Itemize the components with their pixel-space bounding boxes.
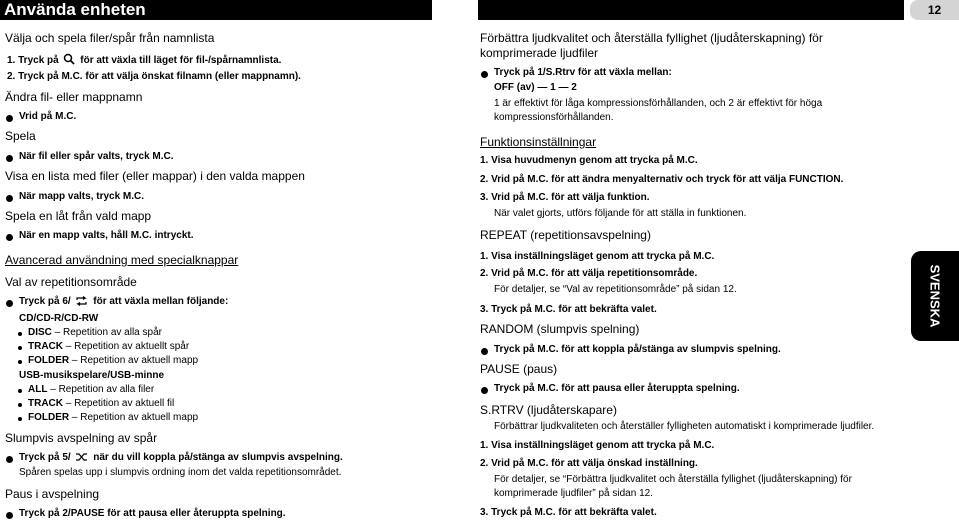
usb-item-all xyxy=(28,384,154,395)
functions-step-1: 1. Visa huvudmenyn genom att trycka på M.C. xyxy=(480,155,698,166)
usb-label: USB-musikspelare/USB-minne xyxy=(19,370,165,381)
section-title-file-list: Välja och spela filer/spår från namnlista xyxy=(5,31,215,45)
page-header-bar-right xyxy=(478,0,904,20)
repeat-range-text-2: för att växla mellan följande: xyxy=(93,296,229,307)
usb-item-key: TRACK xyxy=(28,398,63,409)
page-header-bar xyxy=(0,0,432,20)
functions-step-3: 3. Vrid på M.C. för att välja funktion. xyxy=(480,192,650,203)
usb-item-desc: – Repetition av aktuell mapp xyxy=(69,412,199,423)
srtrv-step-3: 3. Tryck på M.C. för att bekräfta valet. xyxy=(480,507,657,518)
section-title-repeat-range: Val av repetitionsområde xyxy=(5,275,137,289)
srtrv-note-1: För detaljer, se “Förbättra ljudkvalitet och återställa fyllighet (ljudåterskapning) för xyxy=(494,474,852,485)
sound-retriever-bullet: Tryck på 1/S.Rtrv för att växla mellan: xyxy=(494,67,672,78)
file-list-step-1 xyxy=(7,53,281,66)
cd-item-desc: – Repetition av alla spår xyxy=(51,327,162,338)
section-title-random: RANDOM (slumpvis spelning) xyxy=(480,322,640,336)
section-title-srtrv: S.RTRV (ljudåterskapare) xyxy=(480,403,617,417)
repeat-step-2: 2. Vrid på M.C. för att välja repetitionsområde. xyxy=(480,268,698,279)
show-list-bullet: När mapp valts, tryck M.C. xyxy=(19,191,145,202)
section-title-change-name: Ändra fil- eller mappnamn xyxy=(5,90,143,104)
repeat-range-bullet xyxy=(19,296,228,307)
file-list-step-2: 2. Tryck på M.C. för att välja önskat filnamn (eller mappnamn). xyxy=(7,71,301,82)
usb-item-key: FOLDER xyxy=(28,412,70,423)
usb-item-desc: – Repetition av alla filer xyxy=(47,384,155,395)
section-title-play-folder: Spela en låt från vald mapp xyxy=(5,209,152,223)
section-title-pause-right: PAUSE (paus) xyxy=(480,362,558,376)
pause-bullet: Tryck på 2/PAUSE för att pausa eller återuppta spelning. xyxy=(19,508,286,519)
cd-item-track xyxy=(28,341,189,352)
section-title-pause: Paus i avspelning xyxy=(5,487,100,501)
repeat-step-3: 3. Tryck på M.C. för att bekräfta valet. xyxy=(480,304,657,315)
file-list-step-1-text-2: för att växla till läget för fil-/spårnamnlista. xyxy=(80,55,282,66)
random-bullet: Tryck på M.C. för att koppla på/stänga av slumpvis spelning. xyxy=(494,344,781,355)
srtrv-note-2: komprimerade ljudfiler” på sidan 12. xyxy=(494,488,653,499)
shuffle-text-2: när du vill koppla på/stänga av slumpvis avspelning. xyxy=(93,452,343,463)
section-title-shuffle: Slumpvis avspelning av spår xyxy=(5,431,158,445)
section-title-repeat: REPEAT (repetitionsavspelning) xyxy=(480,228,651,242)
cd-item-desc: – Repetition av aktuellt spår xyxy=(63,341,190,352)
pause-right-bullet: Tryck på M.C. för att pausa eller återuppta spelning. xyxy=(494,383,740,394)
page-title: Använda enheten xyxy=(4,0,146,19)
usb-item-folder xyxy=(28,412,198,423)
cd-item-key: FOLDER xyxy=(28,355,70,366)
shuffle-bullet xyxy=(19,452,343,463)
usb-item-track xyxy=(28,398,174,409)
repeat-icon xyxy=(75,296,88,306)
repeat-step-1: 1. Visa inställningsläget genom att trycka på M.C. xyxy=(480,251,715,262)
srtrv-desc: Förbättrar ljudkvaliteten och återställer fylligheten automatiskt i komprimerade ljudfiler. xyxy=(494,421,875,432)
functions-step-2: 2. Vrid på M.C. för att ändra menyalternativ och tryck för att välja FUNCTION. xyxy=(480,174,844,185)
section-title-advanced: Avancerad användning med specialknappar xyxy=(5,253,239,267)
change-name-bullet: Vrid på M.C. xyxy=(19,111,77,122)
shuffle-icon xyxy=(75,452,88,462)
usb-item-desc: – Repetition av aktuell fil xyxy=(63,398,175,409)
repeat-range-text: Tryck på 6/ xyxy=(19,296,71,307)
page-number: 12 xyxy=(910,0,959,20)
language-tab xyxy=(911,251,959,341)
search-icon xyxy=(63,53,75,65)
section-title-sound-retriever-2: komprimerade ljudfiler xyxy=(480,46,599,60)
play-bullet: När fil eller spår valts, tryck M.C. xyxy=(19,151,174,162)
shuffle-text: Tryck på 5/ xyxy=(19,452,71,463)
cd-label: CD/CD-R/CD-RW xyxy=(19,313,99,324)
sound-retriever-values: OFF (av) — 1 — 2 xyxy=(494,82,577,93)
language-tab-label: SVENSKA xyxy=(927,264,943,328)
srtrv-step-1: 1. Visa inställningsläget genom att trycka på M.C. xyxy=(480,440,715,451)
srtrv-step-2: 2. Vrid på M.C. för att välja önskad inställning. xyxy=(480,458,698,469)
section-title-show-list: Visa en lista med filer (eller mappar) i den valda mappen xyxy=(5,169,305,183)
sound-retriever-desc-1: 1 är effektivt för låga kompressionsförhållanden, och 2 är effektivt för höga xyxy=(494,98,823,109)
cd-item-key: DISC xyxy=(28,327,52,338)
section-title-functions: Funktionsinställningar xyxy=(480,135,597,149)
sound-retriever-desc-2: kompressionsförhållanden. xyxy=(494,112,614,123)
cd-item-desc: – Repetition av aktuell mapp xyxy=(69,355,199,366)
cd-item-key: TRACK xyxy=(28,341,63,352)
usb-item-key: ALL xyxy=(28,384,48,395)
cd-item-disc xyxy=(28,327,162,338)
cd-item-folder xyxy=(28,355,198,366)
section-title-sound-retriever-1: Förbättra ljudkvalitet och återställa fyllighet (ljudåterskapning) för xyxy=(480,31,823,45)
play-folder-bullet: När en mapp valts, håll M.C. intryckt. xyxy=(19,230,194,241)
section-title-play: Spela xyxy=(5,129,36,143)
repeat-note: För detaljer, se “Val av repetitionsområde” på sidan 12. xyxy=(494,284,737,295)
functions-note: När valet gjorts, utförs följande för att ställa in funktionen. xyxy=(494,208,747,219)
file-list-step-1-text: 1. Tryck på xyxy=(7,55,59,66)
shuffle-note: Spåren spelas upp i slumpvis ordning inom det valda repetitionsområdet. xyxy=(19,467,342,478)
